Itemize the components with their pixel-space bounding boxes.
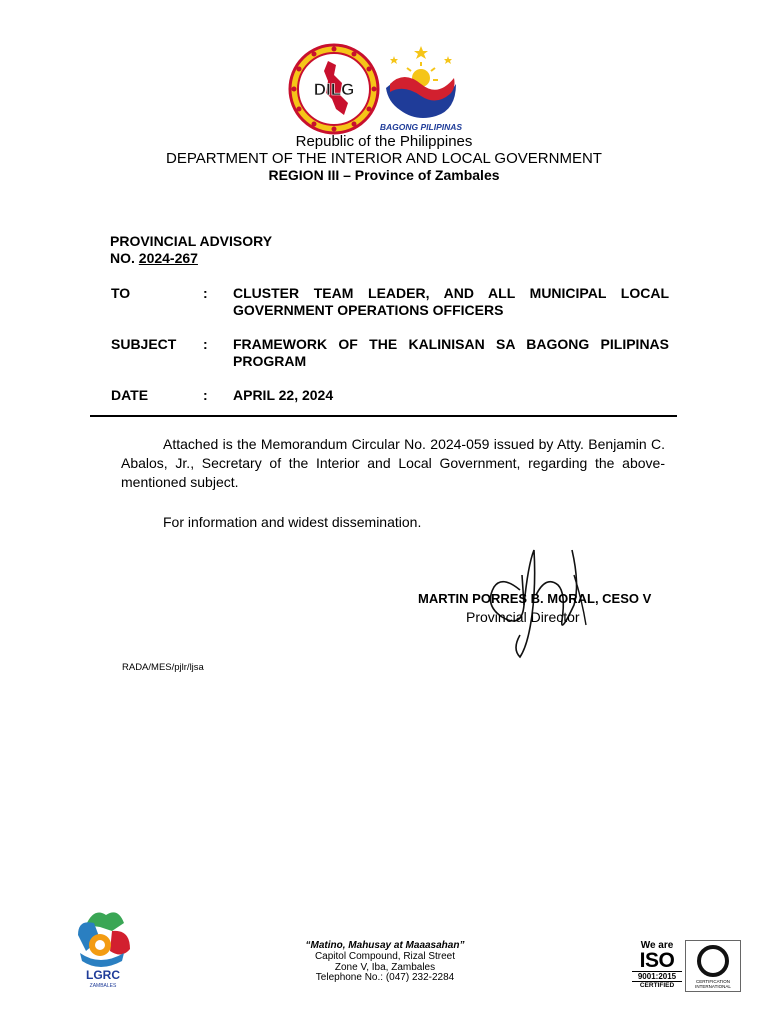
subject-label: SUBJECT <box>111 336 177 352</box>
iso-certified-badge <box>632 940 682 992</box>
bagong-pilipinas-logo <box>380 44 462 134</box>
footer-address-1: Capitol Compound, Rizal Street <box>314 951 456 962</box>
signatory-title: Provincial Director <box>466 609 580 625</box>
reference-initials: RADA/MES/pjlr/ljsa <box>122 662 204 673</box>
iso-standard: 9001:2015 <box>632 971 682 981</box>
advisory-number-value: 2024-267 <box>138 250 198 266</box>
certification-international-badge <box>685 940 741 992</box>
to-colon: : <box>203 285 208 301</box>
signatory-name: MARTIN PORRES B. MORAL, CESO V <box>418 591 652 606</box>
to-value: CLUSTER TEAM LEADER, AND ALL MUNICIPAL LOCAL GOVERNMENT OPERATIONS OFFICERS <box>233 285 669 318</box>
iso-certified-text: CERTIFIED <box>632 981 682 990</box>
body-paragraph-2: For information and widest dissemination. <box>163 514 422 530</box>
subject-value: FRAMEWORK OF THE KALINISAN SA BAGONG PILIPINAS PROGRAM <box>233 336 669 369</box>
header-department: DEPARTMENT OF THE INTERIOR AND LOCAL GOVERNMENT <box>166 150 602 167</box>
advisory-number <box>110 250 198 266</box>
bagong-pilipinas-text: BAGONG PILIPINAS <box>380 122 462 132</box>
dilg-seal-logo <box>288 43 380 135</box>
header-region: REGION III – Province of Zambales <box>268 167 500 183</box>
footer-address-2: Zone V, Iba, Zambales <box>334 962 436 973</box>
body-paragraph-1: Attached is the Memorandum Circular No. 2024-059 issued by Atty. Benjamin C. Abalos, Jr., Secretary of the Interior and Local Government, regarding the above-mentioned subject. <box>121 436 665 490</box>
dilg-logo-text: DILG <box>313 80 355 99</box>
date-value: APRIL 22, 2024 <box>233 387 334 403</box>
cert-label: CERTIFICATION INTERNATIONAL <box>695 979 731 989</box>
date-label: DATE <box>111 387 149 403</box>
subject-colon: : <box>203 336 208 352</box>
iso-we-are: We are <box>640 940 674 951</box>
cert-ring-icon <box>686 941 740 979</box>
iso-text: ISO <box>639 949 675 972</box>
to-label: TO <box>111 285 131 301</box>
header-republic: Republic of the Philippines <box>295 133 473 150</box>
header-divider <box>90 415 677 417</box>
advisory-title: PROVINCIAL ADVISORY <box>110 233 273 249</box>
date-colon: : <box>203 387 208 403</box>
footer-phone: Telephone No.: (047) 232-2284 <box>315 972 455 983</box>
advisory-number-label: NO. <box>110 250 135 266</box>
footer-motto: “Matino, Mahusay at Maaasahan” <box>305 940 465 951</box>
lgrc-logo <box>72 905 136 990</box>
lgrc-logo-text: LGRC <box>86 968 120 982</box>
lgrc-logo-subtext: ZAMBALES <box>89 983 117 989</box>
